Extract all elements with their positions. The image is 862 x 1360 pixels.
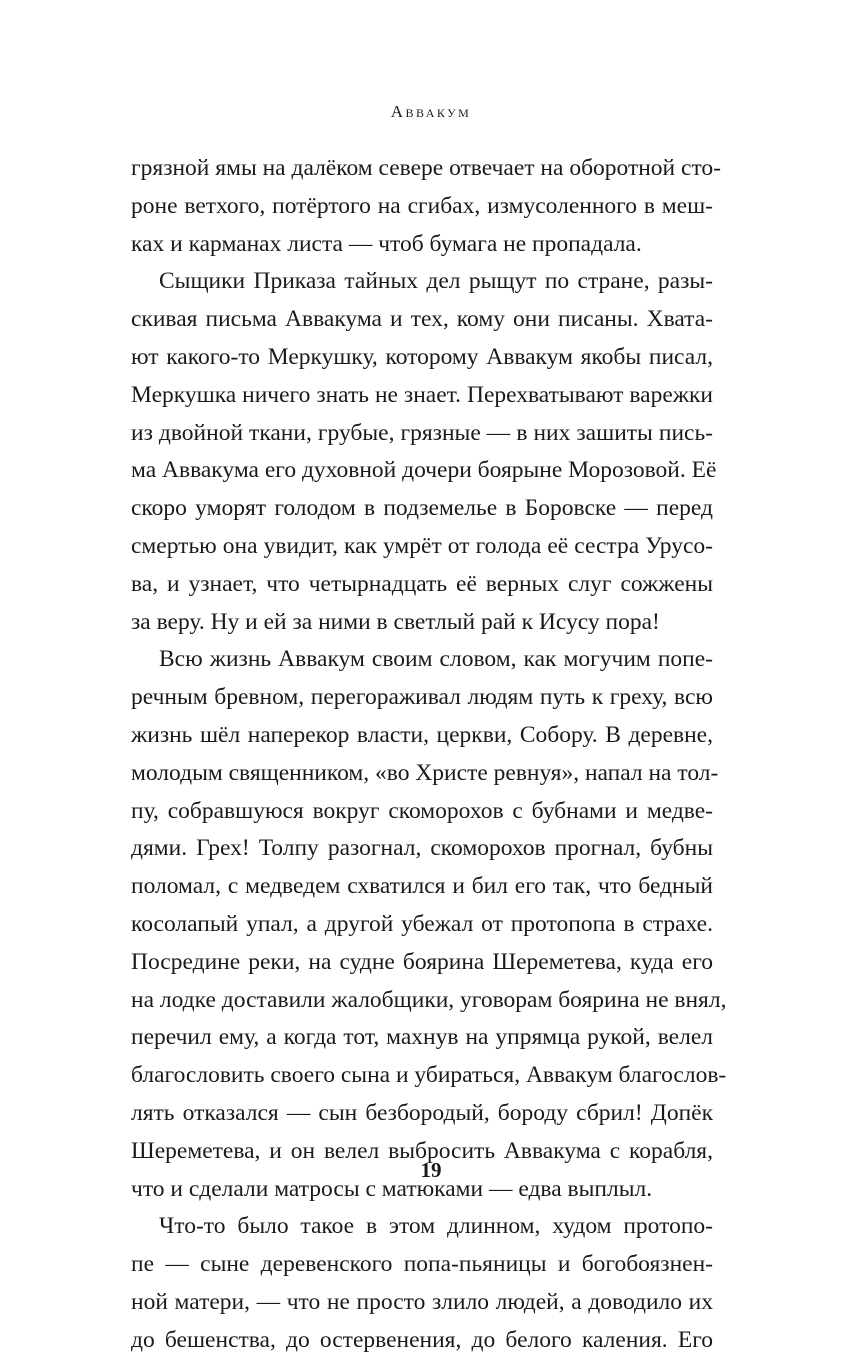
text-line: Меркушка ничего знать не знает. Перехватывают варежки: [131, 381, 713, 408]
text-line: скоро уморят голодом в подземелье в Боровске — перед: [131, 495, 713, 522]
text-line: Что-то было такое в этом длинном, худом протопо-: [159, 1213, 713, 1240]
text-line: до бешенства, до остервенения, до белого каления. Его: [131, 1326, 713, 1353]
text-line: грязной ямы на далёком севере отвечает на оборотной сто-: [131, 155, 721, 181]
text-line: косолапый упал, а другой убежал от протопопа в страхе.: [131, 910, 713, 937]
page-number: 19: [420, 1158, 442, 1182]
text-line: ках и карманах листа — чтоб бумага не пропадала.: [131, 230, 642, 257]
text-line: за веру. Ну и ей за ними в светлый рай к Исусу пора!: [131, 608, 660, 635]
text-line: дями. Грех! Толпу разогнал, скоморохов прогнал, бубны: [131, 835, 713, 862]
text-line: что и сделали матросы с матюками — едва выплыл.: [131, 1175, 653, 1202]
text-line: лять отказался — сын безбородый, бороду сбрил! Допёк: [131, 1099, 713, 1126]
running-head: Аввакум: [390, 102, 472, 121]
text-line: Сыщики Приказа тайных дел рыщут по стране, разы-: [159, 268, 713, 295]
text-line: пе — сыне деревенского попа-пьяницы и богобоязнен-: [131, 1251, 713, 1278]
text-line: ют какого-то Меркушку, которому Аввакум якобы писал,: [131, 343, 713, 370]
text-line: речным бревном, перегораживал людям путь к греху, всю: [131, 684, 713, 711]
text-line: поломал, с медведем схватился и бил его так, что бедный: [131, 873, 713, 900]
text-line: смертью она увидит, как умрёт от голода её сестра Урусо-: [131, 532, 713, 559]
text-line: скивая письма Аввакума и тех, кому они писаны. Хвата-: [131, 306, 713, 333]
text-line: ма Аввакума его духовной дочери боярыне Морозовой. Её: [131, 457, 717, 484]
text-line: Шереметева, и он велел выбросить Аввакума с корабля,: [131, 1137, 713, 1164]
text-line: перечил ему, а когда тот, махнув на упрямца рукой, велел: [131, 1024, 713, 1051]
text-line: ва, и узнает, что четырнадцать её верных слуг сожжены: [131, 570, 713, 597]
text-line: молодым священником, «во Христе ревнуя», напал на тол-: [131, 759, 719, 786]
text-line: жизнь шёл наперекор власти, церкви, Собору. В деревне,: [131, 721, 713, 748]
text-line: Всю жизнь Аввакум своим словом, как могучим попе-: [159, 646, 713, 673]
text-line: ной матери, — что не просто злило людей, а доводило их: [131, 1288, 713, 1315]
text-line: благословить своего сына и убираться, Аввакум благослов-: [131, 1062, 727, 1089]
text-line: роне ветхого, потёртого на сгибах, измусоленного в меш-: [131, 192, 713, 219]
text-line: на лодке доставили жалобщики, уговорам боярина не внял,: [131, 986, 727, 1013]
text-line: Посредине реки, на судне боярина Шереметева, куда его: [131, 948, 713, 975]
text-line: пу, собравшуюся вокруг скоморохов с бубнами и медве-: [131, 797, 713, 824]
text-line: из двойной ткани, грубые, грязные — в них зашиты пись-: [131, 419, 713, 446]
